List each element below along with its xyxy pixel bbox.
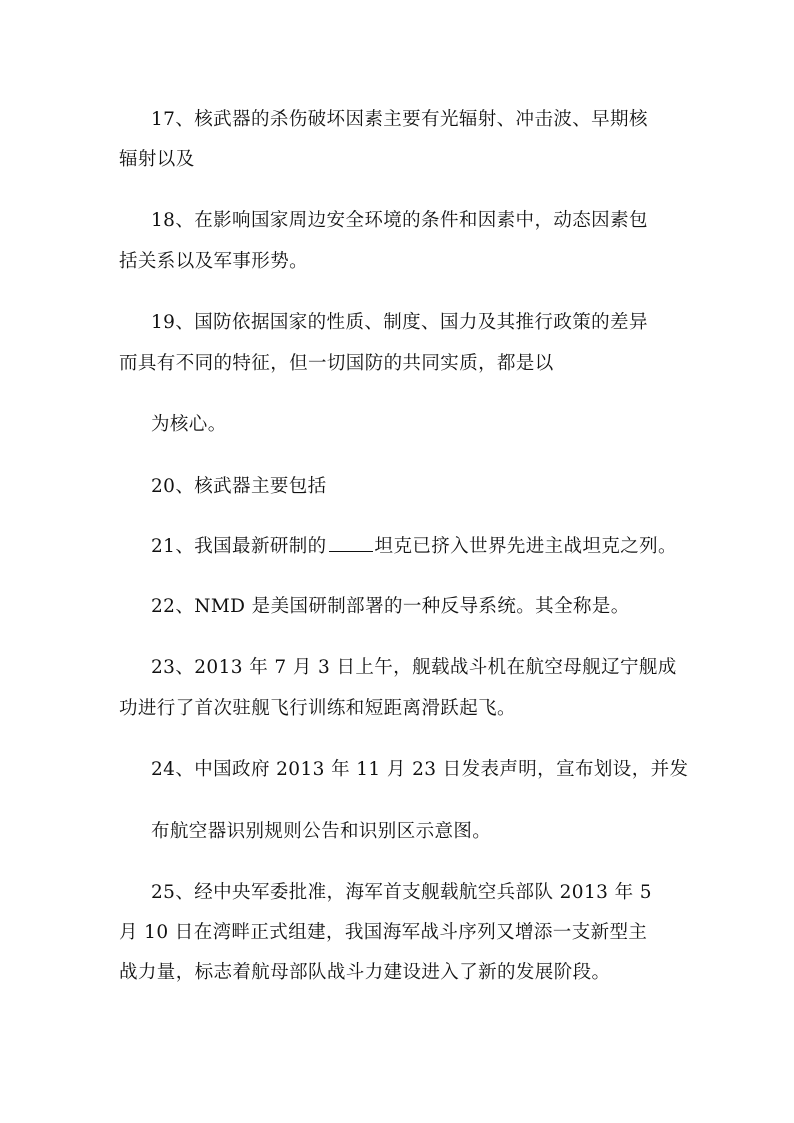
question-25-line-3: 战力量，标志着航母部队战斗力建设进入了新的发展阶段。 [119, 962, 611, 983]
question-23-line-1: 23、2013 年 7 月 3 日上午，舰载战斗机在航空母舰辽宁舰成 [151, 657, 677, 678]
question-17-line-1: 17、核武器的杀伤破坏因素主要有光辐射、冲击波、早期核 [151, 109, 648, 130]
question-24-line-1: 24、中国政府 2013 年 11 月 23 日发表声明，宣布划设，并发 [151, 759, 689, 780]
question-19-line-2: 而具有不同的特征，但一切国防的共同实质，都是以 [119, 353, 554, 374]
question-21-text-after: 坦克已挤入世界先进主战坦克之列。 [374, 536, 677, 557]
question-17-line-2: 辐射以及 [119, 149, 195, 170]
question-18-line-1: 18、在影响国家周边安全环境的条件和因素中，动态因素包 [151, 210, 648, 231]
question-23-line-2: 功进行了首次驻舰飞行训练和短距离滑跃起飞。 [119, 698, 516, 719]
answer-blank [329, 550, 373, 552]
question-21-text-before: 21、我国最新研制的 [151, 536, 327, 557]
question-18-line-2: 括关系以及军事形势。 [119, 251, 309, 272]
question-25-line-2: 月 10 日在湾畔正式组建，我国海军战斗序列又增添一支新型主 [119, 922, 648, 943]
question-19-line-3: 为核心。 [151, 414, 227, 435]
question-21-line-1 [151, 535, 751, 559]
question-24-line-2: 布航空器识别规则公告和识别区示意图。 [151, 821, 492, 842]
question-19-line-1: 19、国防依据国家的性质、制度、国力及其推行政策的差异 [151, 312, 648, 333]
question-25-line-1: 25、经中央军委批准，海军首支舰载航空兵部队 2013 年 5 [151, 882, 652, 903]
question-20-line-1: 20、核武器主要包括 [151, 476, 327, 497]
question-22-line-1: 22、NMD 是美国研制部署的一种反导系统。其全称是。 [151, 596, 630, 617]
